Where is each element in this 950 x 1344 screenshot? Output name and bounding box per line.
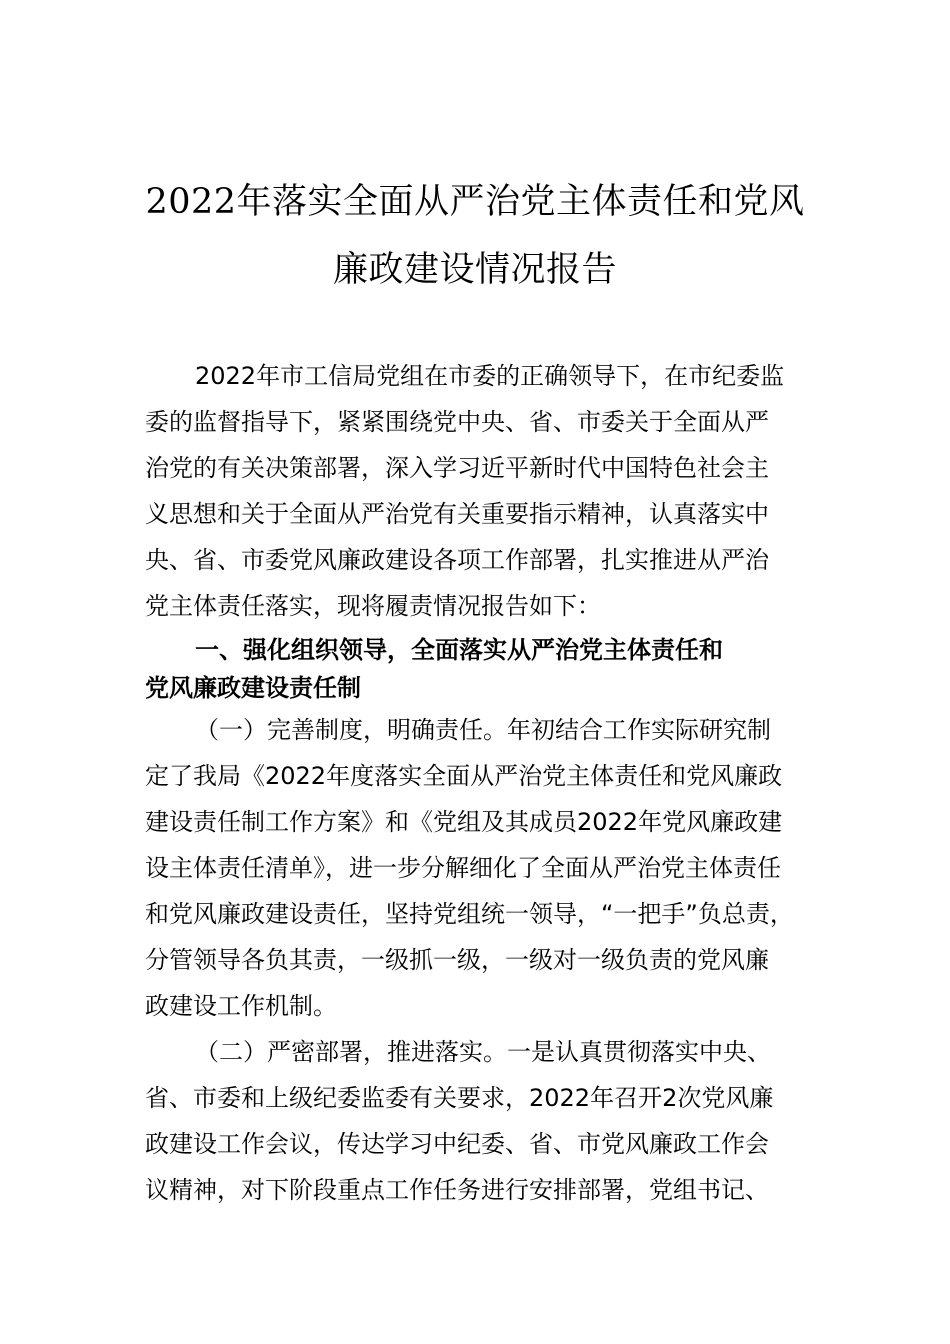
paragraph-line: 议精神，对下阶段重点工作任务进行安排部署，党组书记、 [145, 1176, 769, 1204]
paragraph-line: 政建设工作会议，传达学习中纪委、省、市党风廉政工作会 [145, 1130, 769, 1158]
paragraph-line: （二）严密部署，推进落实。一是认真贯彻落实中央、 [195, 1038, 771, 1066]
paragraph-line: （一）完善制度，明确责任。年初结合工作实际研究制 [195, 716, 771, 744]
paragraph-line: 和党风廉政建设责任，坚持党组统一领导，“一把手”负总责， [145, 900, 794, 928]
paragraph-line: 设主体责任清单》，进一步分解细化了全面从严治党主体责任 [145, 854, 781, 882]
paragraph-line: 分管领导各负其责，一级抓一级，一级对一级负责的党风廉 [145, 946, 769, 974]
document-title-line-2: 廉政建设情况报告 [332, 250, 617, 290]
document-title-line-1: 2022年落实全面从严治党主体责任和党风 [145, 182, 805, 222]
paragraph-line: 政建设工作机制。 [145, 992, 337, 1020]
paragraph-line: 义思想和关于全面从严治党有关重要指示精神，认真落实中 [145, 500, 769, 528]
paragraph-line: 定了我局《2022年度落实全面从严治党主体责任和党风廉政 [145, 762, 783, 790]
paragraph-line: 2022年市工信局党组在市委的正确领导下，在市纪委监 [195, 362, 785, 390]
paragraph-line: 治党的有关决策部署，深入学习近平新时代中国特色社会主 [145, 454, 769, 482]
paragraph-line: 央、省、市委党风廉政建设各项工作部署，扎实推进从严治 [145, 546, 769, 574]
paragraph-line: 省、市委和上级纪委监委有关要求，2022年召开2次党风廉 [145, 1084, 774, 1112]
section-heading-line: 一、强化组织领导，全面落实从严治党主体责任和 [195, 636, 723, 664]
paragraph-line: 党主体责任落实，现将履责情况报告如下： [145, 592, 601, 620]
paragraph-line: 建设责任制工作方案》和《党组及其成员2022年党风廉政建 [145, 808, 783, 836]
section-heading-line: 党风廉政建设责任制 [145, 674, 361, 702]
paragraph-line: 委的监督指导下，紧紧围绕党中央、省、市委关于全面从严 [145, 408, 769, 436]
